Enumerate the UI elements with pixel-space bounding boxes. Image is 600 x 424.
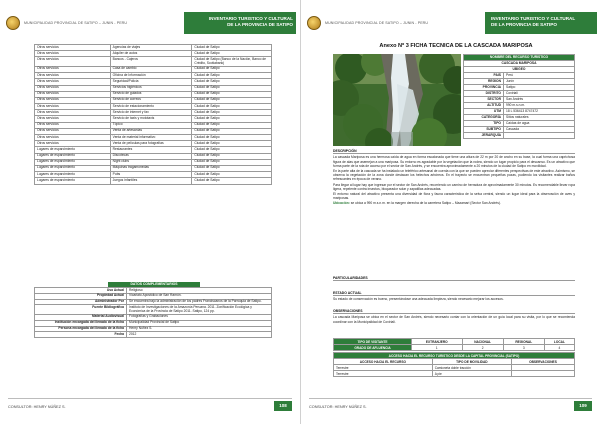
table-cell: GRADO DE AFLUENCIA: [334, 345, 412, 351]
page-footer: [309, 398, 592, 410]
field-label: SECTOR: [464, 97, 504, 103]
observations-label: OBSERVACIONES: [333, 309, 575, 314]
field-value: Sitios naturales: [504, 115, 575, 121]
field-value: 2012: [127, 332, 272, 338]
table-cell: Ciudad de Satipo: [192, 116, 272, 122]
table-cell: Otros servicios: [35, 51, 111, 57]
sheet-title: Anexo Nº 3 FICHA TECNICA DE LA CASCADA MARIPOSA: [379, 43, 533, 49]
page-header: [4, 12, 296, 34]
table-cell: Bancos - Cajeros: [110, 57, 192, 67]
table-cell: Tópico: [110, 122, 192, 128]
particularities-label: PARTICULARIDADES: [333, 276, 575, 281]
description-label: DESCRIPCIÓN: [333, 149, 575, 154]
resource-info-table: [463, 54, 575, 139]
field-label: DISTRITO: [464, 91, 504, 97]
table-cell: Ciudad de Satipo: [192, 141, 272, 147]
access-title: ACCESO HACIA EL RECURSO TURISTICO DESDE LA CAPITAL PROVINCIAL (SATIPO): [334, 353, 575, 359]
field-label: Administrador Por: [35, 299, 127, 305]
visitor-type-table: [333, 338, 575, 351]
field-value: San Andrés: [504, 97, 575, 103]
table-cell: Lugares de esparcimiento: [35, 159, 111, 165]
table-cell: Agencias de viajes: [110, 45, 192, 51]
table-cell: Ciudad de Satipo: [192, 172, 272, 178]
ubigeo-label: UBIGEO: [464, 67, 575, 73]
table-cell: 2: [462, 345, 503, 351]
municipality-logo: [307, 16, 321, 30]
table-cell: Seguridad/Policía: [110, 79, 192, 85]
observations-section: [333, 309, 575, 324]
table-row: [35, 305, 272, 315]
observations-text: La cascada Mariposa se ubica en el sector de San Andrés, siendo necesario contar con la orientación de un guía local para su visita, por lo que se recomienda coordinar con la Municipalidad de Coviriali.: [333, 315, 575, 324]
table-row: [464, 133, 575, 139]
complementary-data-title: DATOS COMPLEMENTARIOS: [108, 282, 200, 287]
description-section: [333, 149, 575, 206]
field-value: Instituto de Investigaciones de la Amazonía Peruana. 2011. Zonificación Ecológica y Económica de la Provincia de Satipo 2011. Satipo, 124 pp.: [127, 305, 272, 315]
table-cell: Ciudad de Satipo: [192, 122, 272, 128]
table-header-cell: TIPO DE MOVILIDAD: [432, 359, 511, 365]
table-cell: 3: [503, 345, 544, 351]
table-cell: Otros servicios: [35, 135, 111, 141]
header-band-line1: INVENTARIO TURISTICO Y CULTURAL: [491, 16, 576, 21]
header-band-line1: INVENTARIO TURISTICO Y CULTURAL: [208, 16, 293, 21]
field-value: Municipalidad Provincial de Satipo: [127, 320, 272, 326]
status-label: ESTADO ACTUAL: [333, 291, 575, 296]
field-label: REGION: [464, 79, 504, 85]
field-value: Satipo: [504, 85, 575, 91]
table-cell: Otros servicios: [35, 57, 111, 67]
description-paragraph-3: Para llegar al lugar hay que ingresar por el sector de San Andrés, recorriendo un camino de herradura de aproximadamente 30 minutos. Es recomendable llevar ropa ligera, repelente contra insectos, bloqueador solar y zapatillas adecuadas.: [333, 182, 575, 191]
table-cell: Oficina de Información: [110, 73, 192, 79]
resource-name: CASCADA MARIPOSA: [464, 61, 575, 67]
table-cell: Lugares de esparcimiento: [35, 153, 111, 159]
page-footer: [8, 398, 292, 410]
table-cell: Ciudad de Satipo: [192, 147, 272, 153]
page-number: 108: [274, 401, 292, 411]
field-label: SUBTIPO: [464, 127, 504, 133]
table-cell: Ciudad de Satipo: [192, 110, 272, 116]
table-cell: Terrestre: [334, 365, 433, 371]
table-cell: Servicio de taxis y mototaxis: [110, 116, 192, 122]
header-band: [184, 12, 296, 34]
field-value: Coviriali: [504, 91, 575, 97]
table-cell: Discotecas: [110, 153, 192, 159]
table-header-cell: EXTRANJERO: [412, 339, 463, 345]
municipality-name: MUNICIPALIDAD PROVINCIAL DE SATIPO – JUNIN - PERU: [24, 21, 128, 25]
field-label: Propiedad Actual: [35, 293, 127, 299]
table-cell: Ciudad de Satipo: [192, 104, 272, 110]
waterfall-photo: [333, 54, 461, 146]
table-cell: Ciudad de Satipo: [192, 153, 272, 159]
municipality-name: MUNICIPALIDAD PROVINCIAL DE SATIPO – JUNIN - PERU: [325, 21, 429, 25]
description-paragraph-4: El entorno natural del atractivo presenta una diversidad de flora y fauna característica de la selva central, siendo un lugar ideal para la observación de aves y mariposas.: [333, 192, 575, 201]
access-table: [333, 352, 575, 377]
table-header-cell: LOCAL: [544, 339, 574, 345]
table-cell: Venta de material informativo: [110, 135, 192, 141]
table-cell: Night clubs: [110, 159, 192, 165]
description-paragraph-2: En la parte alta de la cascada se ha instalado un teleférico artesanal de cuerda con la que se pueden apreciar diferentes perspectivas de este atractivo. Asimismo, se observa la vegetación de la zona donde destacan los helechos arbóreos. En el trayecto se encuentran pequeñas pozas, pudiendo los visitantes realizar baños refrescantes en época de verano.: [333, 169, 575, 182]
table-cell: Terrestre: [334, 371, 433, 377]
table-header-cell: NACIONAL: [462, 339, 503, 345]
field-label: Uso Actual: [35, 288, 127, 294]
table-cell: Servicio de internet y fax: [110, 110, 192, 116]
field-label: Material Audiovisual: [35, 314, 127, 320]
table-cell: 1: [412, 345, 463, 351]
field-value: Cascada: [504, 127, 575, 133]
table-cell: Ciudad de Satipo: [192, 73, 272, 79]
field-label: Fuente Bibliográfica: [35, 305, 127, 315]
table-cell: Juegos infantiles: [110, 178, 192, 184]
description-note-label: Ubicación:: [333, 201, 350, 206]
resource-name-header: NOMBRE DEL RECURSO TURISTICO: [464, 55, 575, 61]
table-cell: Ciudad de Satipo: [192, 159, 272, 165]
waterfall-photo-image: [333, 54, 461, 146]
table-cell: Ciudad de Satipo: [192, 165, 272, 171]
table-cell: Otros servicios: [35, 97, 111, 103]
status-text: Su estado de conservación es bueno, presentándose una adecuada limpieza, siendo necesario mejorar los accesos.: [333, 297, 504, 302]
table-cell: Otros servicios: [35, 45, 111, 51]
consultant-name: CONSULTOR: HENRY NÚÑEZ S.: [8, 404, 66, 409]
table-cell: Lugares de esparcimiento: [35, 165, 111, 171]
table-cell: Lugares de esparcimiento: [35, 172, 111, 178]
table-cell: Otros servicios: [35, 110, 111, 116]
field-value: 18 L 536413 8747472: [504, 109, 575, 115]
table-cell: Otros servicios: [35, 91, 111, 97]
right-page: [300, 0, 600, 424]
table-cell: Ciudad de Satipo: [192, 178, 272, 184]
table-cell: Restaurantes: [110, 147, 192, 153]
field-value: 990 m.s.n.m.: [504, 103, 575, 109]
table-cell: Otros servicios: [35, 73, 111, 79]
field-value: Perú: [504, 73, 575, 79]
table-row: [35, 332, 272, 338]
field-label: ALTITUD: [464, 103, 504, 109]
table-cell: Otros servicios: [35, 116, 111, 122]
table-cell: Máquinas tragamonedas: [110, 165, 192, 171]
table-cell: 4: [544, 345, 574, 351]
field-value: Fotografías y Grabaciones: [127, 314, 272, 320]
field-value: Vicariato Apostólico de San Ramón.: [127, 293, 272, 299]
table-row: [334, 371, 575, 377]
field-label: Fecha: [35, 332, 127, 338]
table-cell: Ciudad de Satipo: [192, 51, 272, 57]
table-cell: Alquiler de autos: [110, 51, 192, 57]
table-cell: Pubs: [110, 172, 192, 178]
table-cell: Lugares de esparcimiento: [35, 147, 111, 153]
services-table: [34, 44, 272, 185]
table-row: [35, 178, 272, 184]
header-band-line2: DE LA PROVINCIA DE SATIPO: [227, 21, 293, 27]
field-label: Persona encargada del llenado de la ficha: [35, 326, 127, 332]
field-value: Se encuentra bajo la administración de los padres Franciscanos de la Parroquia de Satipo.: [127, 299, 272, 305]
page-header: [305, 12, 597, 34]
field-label: JERARQUÍA: [464, 133, 504, 139]
table-cell: Ciudad de Satipo: [192, 128, 272, 134]
field-label: CATEGORÍA: [464, 115, 504, 121]
header-band: [485, 12, 597, 34]
table-cell: Otros servicios: [35, 128, 111, 134]
table-cell: Casa de cambio: [110, 66, 192, 72]
field-value: Henry Núñez S.: [127, 326, 272, 332]
table-cell: Servicios higiénicos: [110, 85, 192, 91]
table-cell: Ciudad de Satipo: [192, 45, 272, 51]
table-cell: Otros servicios: [35, 122, 111, 128]
table-cell: Ciudad de Satipo: [192, 79, 272, 85]
table-header-cell: TIPO DE VISITANTE: [334, 339, 412, 345]
description-note: [333, 200, 575, 205]
municipality-logo: [6, 16, 20, 30]
page-number: 109: [574, 401, 592, 411]
field-label: PROVINCIA: [464, 85, 504, 91]
table-cell: [511, 371, 574, 377]
field-value: Religioso: [127, 288, 272, 294]
field-value: [504, 133, 575, 139]
table-cell: Ciudad de Satipo: [192, 135, 272, 141]
table-cell: Ciudad de Satipo: [192, 91, 272, 97]
table-header-cell: ACCESO HACIA EL RECURSO: [334, 359, 433, 365]
header-band-line2: DE LA PROVINCIA DE SATIPO: [491, 21, 557, 27]
status-section: [333, 291, 575, 302]
table-header-cell: REGIONAL: [503, 339, 544, 345]
field-label: UTM: [464, 109, 504, 115]
table-cell: Lugares de esparcimiento: [35, 178, 111, 184]
table-cell: Servicio de estacionamiento: [110, 104, 192, 110]
table-cell: Ciudad de Satipo: [192, 85, 272, 91]
table-cell: Otros servicios: [35, 79, 111, 85]
table-cell: Servicio de guiados: [110, 91, 192, 97]
table-cell: Servicio de correos: [110, 97, 192, 103]
table-cell: A pie: [432, 371, 511, 377]
field-value: Caídas de agua: [504, 121, 575, 127]
complementary-data-table: [34, 287, 272, 338]
table-cell: Venta de artesanías: [110, 128, 192, 134]
table-cell: Ciudad de Satipo (Banco de la Nación, Banco de Crédito, Scotiabank): [192, 57, 272, 67]
table-cell: Venta de películas para fotografías: [110, 141, 192, 147]
table-cell: Camioneta doble tracción: [432, 365, 511, 371]
description-paragraph-1: La cascada Mariposa es una hermosa caída de agua en forma escalonada que tiene una altura de 22 m por 20 de ancho en su base, la cual forma una caprichosa figura de alas que asemejan a una mariposa. Su entorno es agradable por la vegetación que la rodea, siendo un lugar propicio para el descanso. Es un atractivo que forma parte de la ruta de acceso por el sector de San Andrés, y se encuentra aproximadamente a 20 minutos de la ciudad de Satipo en movilidad.: [333, 155, 575, 168]
table-cell: Otros servicios: [35, 104, 111, 110]
description-note-text: se ubica a 990 m.s.n.m. en la margen derecha de la carretera Satipo – Mazamari (Sector San Andrés).: [350, 201, 501, 206]
table-cell: Otros servicios: [35, 141, 111, 147]
field-value: Junín: [504, 79, 575, 85]
table-cell: Otros servicios: [35, 85, 111, 91]
table-cell: Ciudad de Satipo: [192, 66, 272, 72]
field-label: PAIS: [464, 73, 504, 79]
table-row: [35, 57, 272, 67]
field-label: TIPO: [464, 121, 504, 127]
field-label: Institución encargada del llenado de la ficha: [35, 320, 127, 326]
table-header-cell: OBSERVACIONES: [511, 359, 574, 365]
particularities-section: [333, 276, 575, 281]
table-cell: Ciudad de Satipo: [192, 97, 272, 103]
table-cell: Otros servicios: [35, 66, 111, 72]
consultant-name: CONSULTOR: HENRY NÚÑEZ S.: [309, 404, 367, 409]
